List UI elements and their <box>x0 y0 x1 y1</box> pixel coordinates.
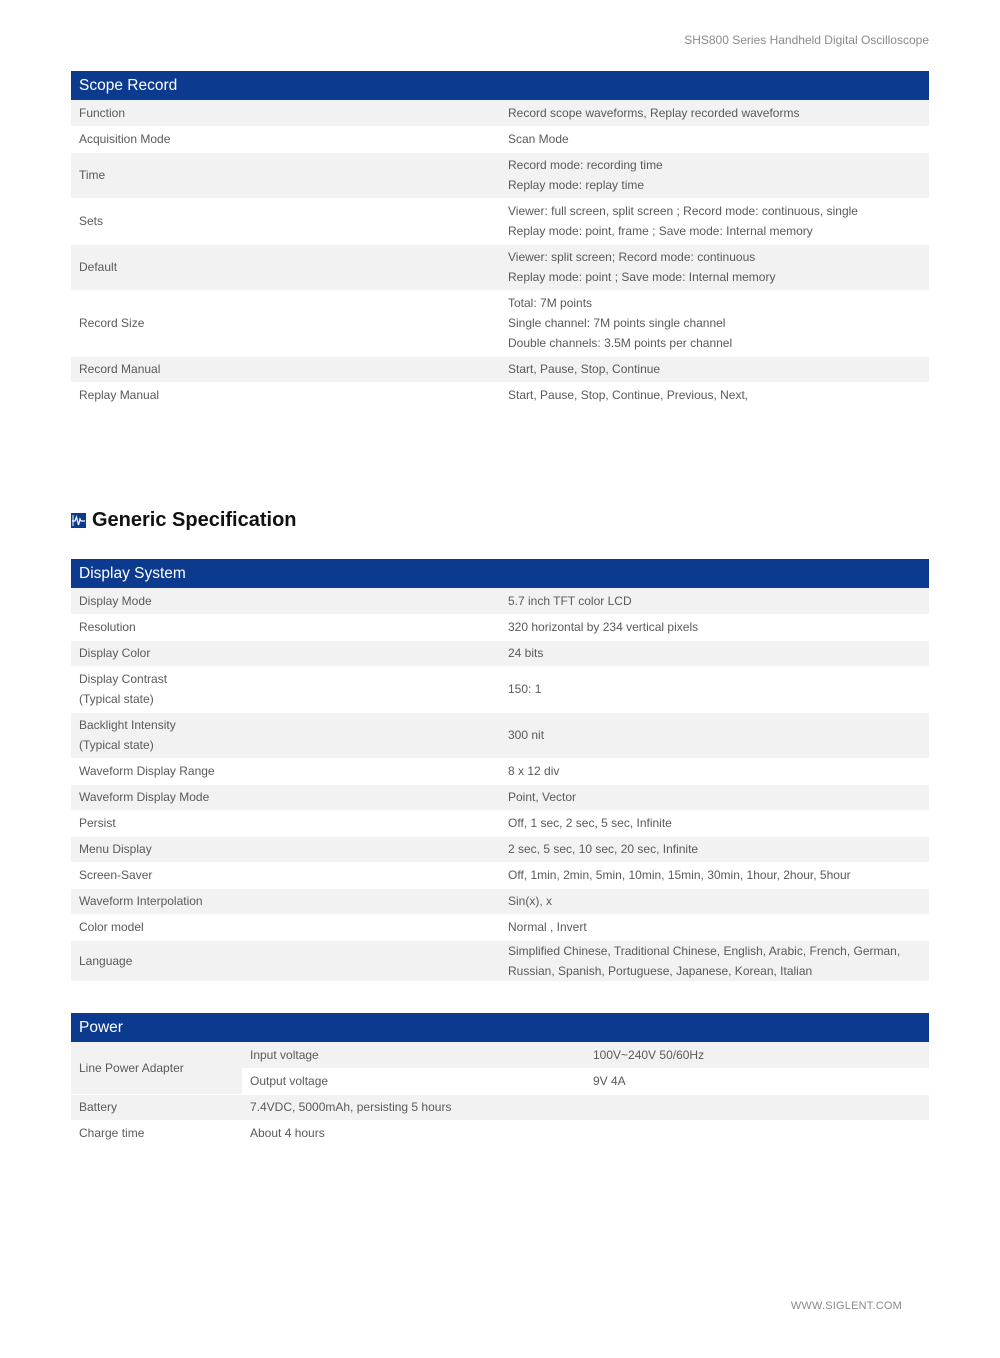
row-label: Acquisition Mode <box>71 126 500 152</box>
display-system-title: Display System <box>71 559 929 588</box>
label-line: Color model <box>79 920 144 934</box>
value-line: Replay mode: point, frame ; Save mode: Internal memory <box>508 224 813 238</box>
row-label <box>71 836 500 862</box>
row-label <box>71 614 500 640</box>
row-value <box>500 198 929 244</box>
value-line: Double channels: 3.5M points per channel <box>508 336 733 350</box>
row-label <box>71 588 500 614</box>
section-title: Generic Specification <box>92 509 297 531</box>
table-row <box>71 862 929 888</box>
table-row <box>71 640 929 666</box>
row-value: Point, Vector <box>500 784 929 810</box>
table-row <box>71 614 929 640</box>
label-line: Waveform Display Range <box>79 764 215 778</box>
row-value: 8 x 12 div <box>500 758 929 784</box>
label-line: Backlight Intensity <box>79 718 176 732</box>
scope-record-title: Scope Record <box>71 71 929 100</box>
label-line: (Typical state) <box>79 692 154 706</box>
row-label <box>71 810 500 836</box>
table-row <box>71 152 929 198</box>
waveform-icon <box>71 513 86 528</box>
input-voltage-label: Input voltage <box>242 1042 585 1068</box>
label-line: Waveform Interpolation <box>79 894 203 908</box>
battery-value: 7.4VDC, 5000mAh, persisting 5 hours <box>242 1094 929 1120</box>
generic-specification-heading <box>71 509 297 532</box>
row-label: Time <box>71 152 500 198</box>
table-row <box>71 836 929 862</box>
label-line: Screen-Saver <box>79 868 153 882</box>
label-line: Display Color <box>79 646 151 660</box>
row-label <box>71 666 500 712</box>
value-line: Viewer: split screen; Record mode: continuous <box>508 250 756 264</box>
row-label <box>71 758 500 784</box>
row-label <box>71 888 500 914</box>
label-line: (Typical state) <box>79 738 154 752</box>
row-label <box>71 784 500 810</box>
table-row <box>71 712 929 758</box>
table-row <box>71 588 929 614</box>
charge-time-label: Charge time <box>71 1120 242 1146</box>
table-row <box>71 758 929 784</box>
row-value: 300 nit <box>500 712 929 758</box>
row-label <box>71 640 500 666</box>
row-label: Replay Manual <box>71 382 500 408</box>
table-row <box>71 126 929 152</box>
table-row <box>71 784 929 810</box>
table-row <box>71 356 929 382</box>
table-row <box>71 100 929 126</box>
value-line: Replay mode: point ; Save mode: Internal memory <box>508 270 776 284</box>
value-line: Record scope waveforms, Replay recorded waveforms <box>508 105 800 120</box>
label-line: Menu Display <box>79 842 152 856</box>
output-voltage-value: 9V 4A <box>585 1068 929 1094</box>
scope-record-table <box>71 71 929 409</box>
output-voltage-label: Output voltage <box>242 1068 585 1094</box>
row-value <box>500 244 929 290</box>
table-row <box>71 888 929 914</box>
row-label <box>71 940 500 981</box>
row-value: Sin(x), x <box>500 888 929 914</box>
table-row <box>71 666 929 712</box>
label-line: Display Mode <box>79 593 152 608</box>
row-value <box>500 152 929 198</box>
footer-url: WWW.SIGLENT.COM <box>790 1300 902 1312</box>
row-label: Default <box>71 244 500 290</box>
value-line: Total: 7M points <box>508 296 593 310</box>
row-label <box>71 862 500 888</box>
label-line: Persist <box>79 816 116 830</box>
row-value <box>500 126 929 152</box>
row-value: 320 horizontal by 234 vertical pixels <box>500 614 929 640</box>
value-line: Start, Pause, Stop, Continue <box>508 362 661 376</box>
value-line: Replay mode: replay time <box>508 178 645 192</box>
table-row <box>71 940 929 981</box>
table-row <box>71 198 929 244</box>
power-table <box>71 1013 929 1147</box>
row-label <box>71 914 500 940</box>
row-value: Simplified Chinese, Traditional Chinese, English, Arabic, French, German, Russian, Spanish, Portuguese, Japanese, Korean, Italian <box>500 940 929 981</box>
row-value: Off, 1 sec, 2 sec, 5 sec, Infinite <box>500 810 929 836</box>
row-label: Sets <box>71 198 500 244</box>
label-line: Language <box>79 953 133 968</box>
row-value: 2 sec, 5 sec, 10 sec, 20 sec, Infinite <box>500 836 929 862</box>
value-line: Record mode: recording time <box>508 158 663 172</box>
row-value: Normal , Invert <box>500 914 929 940</box>
power-title: Power <box>71 1013 929 1042</box>
row-label <box>71 712 500 758</box>
charge-time-value: About 4 hours <box>242 1120 929 1146</box>
row-label: Function <box>71 100 500 126</box>
table-row <box>71 244 929 290</box>
display-system-table <box>71 559 929 982</box>
table-row <box>71 810 929 836</box>
row-value: 24 bits <box>500 640 929 666</box>
row-value <box>500 100 929 126</box>
label-line: Resolution <box>79 620 136 634</box>
label-line: Waveform Display Mode <box>79 790 210 804</box>
row-value <box>500 356 929 382</box>
row-value <box>500 290 929 356</box>
battery-label: Battery <box>71 1094 242 1120</box>
input-voltage-value: 100V~240V 50/60Hz <box>585 1042 929 1068</box>
value-line: Viewer: full screen, split screen ; Record mode: continuous, single <box>508 204 858 218</box>
table-row <box>71 914 929 940</box>
header-title: SHS800 Series Handheld Digital Oscilloscope <box>684 33 929 47</box>
table-row <box>71 382 929 408</box>
row-value: 5.7 inch TFT color LCD <box>500 588 929 614</box>
row-value <box>500 382 929 408</box>
row-value: Off, 1min, 2min, 5min, 10min, 15min, 30min, 1hour, 2hour, 5hour <box>500 862 929 888</box>
table-row <box>71 290 929 356</box>
row-label: Record Size <box>71 290 500 356</box>
value-line: Single channel: 7M points single channel <box>508 316 726 330</box>
row-value: 150: 1 <box>500 666 929 712</box>
value-line: Scan Mode <box>508 132 569 146</box>
row-label: Record Manual <box>71 356 500 382</box>
line-power-label: Line Power Adapter <box>71 1042 242 1094</box>
label-line: Display Contrast <box>79 672 168 686</box>
value-line: Start, Pause, Stop, Continue, Previous, Next, <box>508 388 749 402</box>
